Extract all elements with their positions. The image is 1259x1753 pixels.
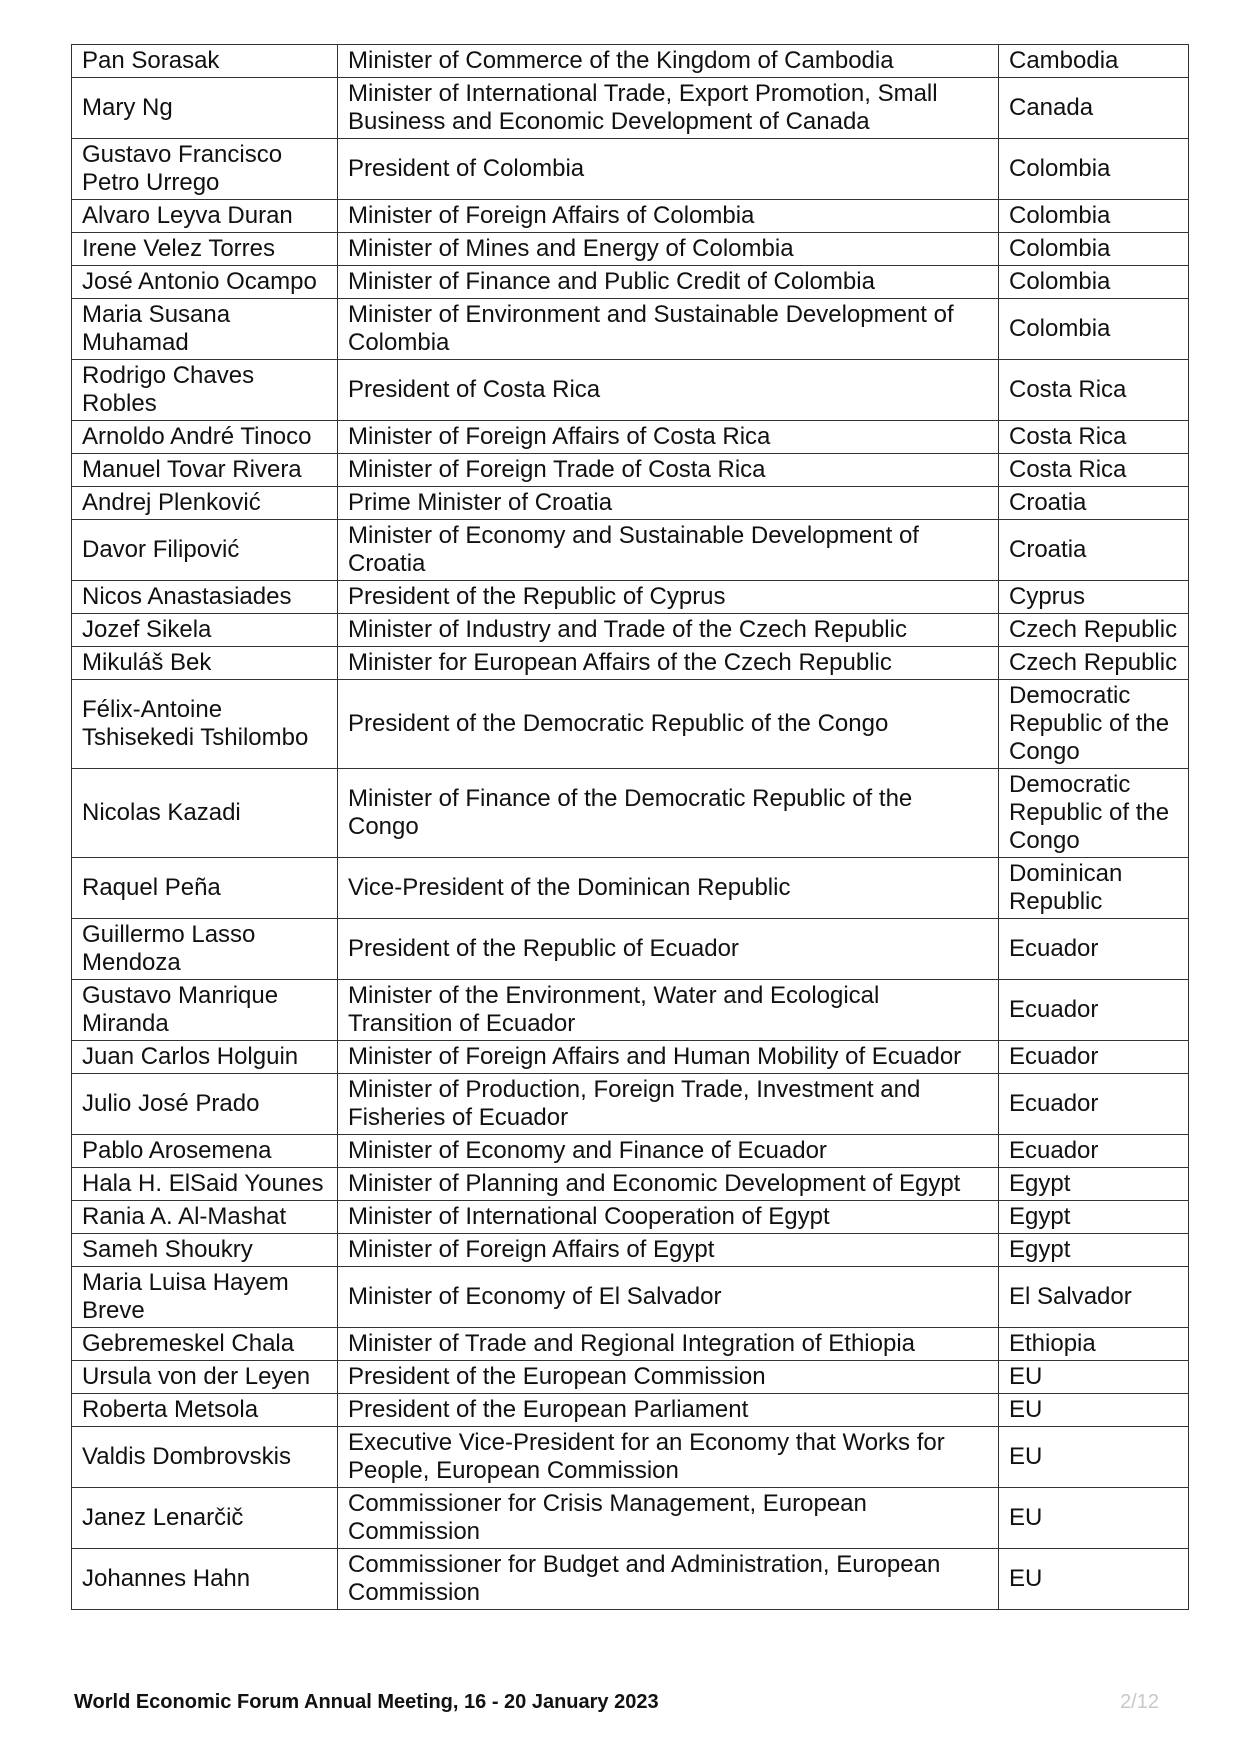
table-row [72,1201,1189,1234]
country-cell: Democratic Republic of the Congo [999,680,1189,769]
role-cell: Minister of Trade and Regional Integration of Ethiopia [338,1328,999,1361]
role-cell: Minister of Finance of the Democratic Republic of the Congo [338,769,999,858]
person-name-cell: Roberta Metsola [72,1394,338,1427]
country-cell: EU [999,1361,1189,1394]
country-cell: Colombia [999,299,1189,360]
country-cell: Colombia [999,266,1189,299]
country-cell: Croatia [999,487,1189,520]
table-row [72,919,1189,980]
page-number: 2/12 [1120,1691,1159,1713]
role-cell: Minister of Economy and Sustainable Development of Croatia [338,520,999,581]
role-cell: Minister of International Trade, Export Promotion, Small Business and Economic Development of Canada [338,78,999,139]
table-row [72,769,1189,858]
table-row [72,680,1189,769]
country-cell: El Salvador [999,1267,1189,1328]
person-name-cell: Jozef Sikela [72,614,338,647]
person-name-cell: Mary Ng [72,78,338,139]
person-name-cell: Gustavo Manrique Miranda [72,980,338,1041]
country-cell: EU [999,1549,1189,1610]
country-cell: Dominican Republic [999,858,1189,919]
country-cell: Czech Republic [999,647,1189,680]
role-cell: Minister of Economy and Finance of Ecuador [338,1135,999,1168]
country-cell: Democratic Republic of the Congo [999,769,1189,858]
role-cell: Minister of Environment and Sustainable Development of Colombia [338,299,999,360]
role-cell: President of the Republic of Cyprus [338,581,999,614]
table-row [72,1267,1189,1328]
person-name-cell: Andrej Plenković [72,487,338,520]
role-cell: Minister of Commerce of the Kingdom of Cambodia [338,45,999,78]
country-cell: Cyprus [999,581,1189,614]
person-name-cell: Johannes Hahn [72,1549,338,1610]
role-cell: Minister of Mines and Energy of Colombia [338,233,999,266]
person-name-cell: Félix-Antoine Tshisekedi Tshilombo [72,680,338,769]
person-name-cell: Irene Velez Torres [72,233,338,266]
role-cell: Minister of Foreign Affairs of Egypt [338,1234,999,1267]
country-cell: Costa Rica [999,360,1189,421]
person-name-cell: Nicos Anastasiades [72,581,338,614]
table-row [72,980,1189,1041]
person-name-cell: Alvaro Leyva Duran [72,200,338,233]
role-cell: Minister of Planning and Economic Development of Egypt [338,1168,999,1201]
role-cell: Commissioner for Budget and Administration, European Commission [338,1549,999,1610]
person-name-cell: Arnoldo André Tinoco [72,421,338,454]
person-name-cell: Manuel Tovar Rivera [72,454,338,487]
table-row [72,266,1189,299]
table-row [72,1394,1189,1427]
country-cell: Costa Rica [999,421,1189,454]
table-row [72,421,1189,454]
person-name-cell: Raquel Peña [72,858,338,919]
country-cell: Egypt [999,1234,1189,1267]
person-name-cell: Nicolas Kazadi [72,769,338,858]
table-row [72,454,1189,487]
role-cell: Minister of Industry and Trade of the Czech Republic [338,614,999,647]
role-cell: President of the European Commission [338,1361,999,1394]
country-cell: Czech Republic [999,614,1189,647]
table-row [72,858,1189,919]
country-cell: EU [999,1427,1189,1488]
table-row [72,200,1189,233]
country-cell: Costa Rica [999,454,1189,487]
role-cell: Prime Minister of Croatia [338,487,999,520]
person-name-cell: José Antonio Ocampo [72,266,338,299]
table-row [72,487,1189,520]
footer-title: World Economic Forum Annual Meeting, 16 - 20 January 2023 [74,1691,659,1713]
person-name-cell: Davor Filipović [72,520,338,581]
table-row [72,1234,1189,1267]
person-name-cell: Sameh Shoukry [72,1234,338,1267]
country-cell: Egypt [999,1168,1189,1201]
role-cell: Minister of Production, Foreign Trade, Investment and Fisheries of Ecuador [338,1074,999,1135]
person-name-cell: Janez Lenarčič [72,1488,338,1549]
table-row [72,1549,1189,1610]
role-cell: Minister of Foreign Affairs of Costa Rica [338,421,999,454]
role-cell: President of Costa Rica [338,360,999,421]
person-name-cell: Pablo Arosemena [72,1135,338,1168]
table-row [72,581,1189,614]
table-row [72,299,1189,360]
page-footer [74,1690,1159,1720]
table-row [72,520,1189,581]
country-cell: EU [999,1488,1189,1549]
table-row [72,1328,1189,1361]
role-cell: President of the European Parliament [338,1394,999,1427]
role-cell: Vice-President of the Dominican Republic [338,858,999,919]
person-name-cell: Maria Susana Muhamad [72,299,338,360]
country-cell: Cambodia [999,45,1189,78]
table-row [72,647,1189,680]
participants-table [71,44,1189,1610]
person-name-cell: Gebremeskel Chala [72,1328,338,1361]
country-cell: Colombia [999,233,1189,266]
table-row [72,139,1189,200]
person-name-cell: Pan Sorasak [72,45,338,78]
role-cell: Minister for European Affairs of the Czech Republic [338,647,999,680]
table-row [72,1488,1189,1549]
person-name-cell: Hala H. ElSaid Younes [72,1168,338,1201]
role-cell: Minister of International Cooperation of Egypt [338,1201,999,1234]
country-cell: Egypt [999,1201,1189,1234]
table-row [72,1427,1189,1488]
participants-table-body [72,45,1189,1610]
country-cell: Croatia [999,520,1189,581]
role-cell: Executive Vice-President for an Economy that Works for People, European Commission [338,1427,999,1488]
country-cell: Ecuador [999,980,1189,1041]
table-row [72,45,1189,78]
table-row [72,1168,1189,1201]
person-name-cell: Julio José Prado [72,1074,338,1135]
role-cell: Minister of the Environment, Water and Ecological Transition of Ecuador [338,980,999,1041]
role-cell: Minister of Foreign Affairs of Colombia [338,200,999,233]
country-cell: Colombia [999,200,1189,233]
country-cell: Ecuador [999,1135,1189,1168]
country-cell: Colombia [999,139,1189,200]
country-cell: EU [999,1394,1189,1427]
country-cell: Ecuador [999,919,1189,980]
person-name-cell: Gustavo Francisco Petro Urrego [72,139,338,200]
role-cell: Minister of Foreign Trade of Costa Rica [338,454,999,487]
person-name-cell: Guillermo Lasso Mendoza [72,919,338,980]
table-row [72,614,1189,647]
role-cell: President of the Republic of Ecuador [338,919,999,980]
person-name-cell: Rodrigo Chaves Robles [72,360,338,421]
role-cell: Minister of Finance and Public Credit of Colombia [338,266,999,299]
participants-table-container [71,44,1188,1610]
person-name-cell: Ursula von der Leyen [72,1361,338,1394]
table-row [72,1361,1189,1394]
table-row [72,1074,1189,1135]
role-cell: President of the Democratic Republic of the Congo [338,680,999,769]
table-row [72,1135,1189,1168]
table-row [72,360,1189,421]
country-cell: Ecuador [999,1074,1189,1135]
table-row [72,1041,1189,1074]
role-cell: Minister of Economy of El Salvador [338,1267,999,1328]
country-cell: Ecuador [999,1041,1189,1074]
person-name-cell: Mikuláš Bek [72,647,338,680]
table-row [72,233,1189,266]
person-name-cell: Juan Carlos Holguin [72,1041,338,1074]
role-cell: Commissioner for Crisis Management, European Commission [338,1488,999,1549]
person-name-cell: Valdis Dombrovskis [72,1427,338,1488]
table-row [72,78,1189,139]
country-cell: Ethiopia [999,1328,1189,1361]
country-cell: Canada [999,78,1189,139]
role-cell: Minister of Foreign Affairs and Human Mobility of Ecuador [338,1041,999,1074]
person-name-cell: Rania A. Al-Mashat [72,1201,338,1234]
person-name-cell: Maria Luisa Hayem Breve [72,1267,338,1328]
role-cell: President of Colombia [338,139,999,200]
